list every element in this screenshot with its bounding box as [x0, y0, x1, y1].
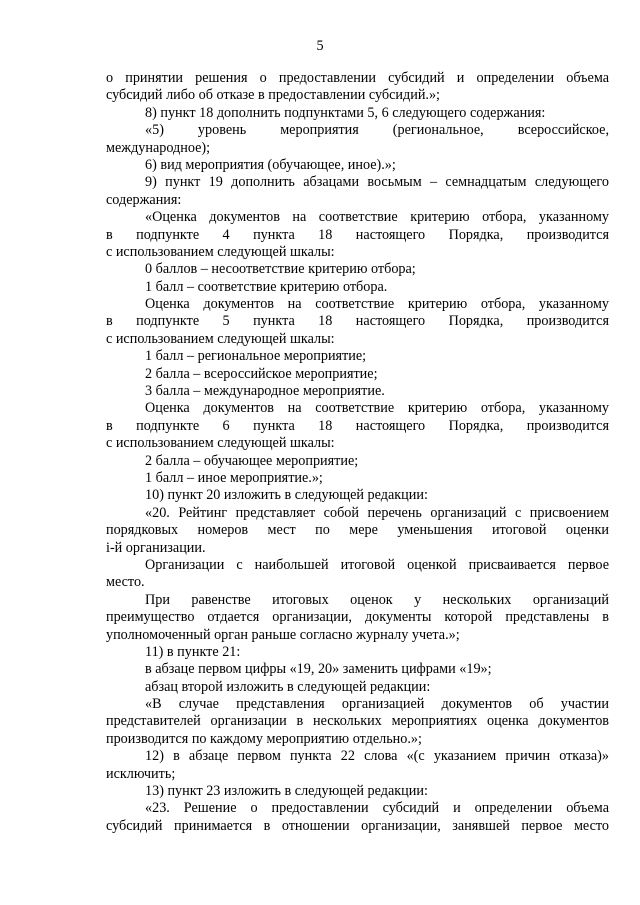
text-line: i-й организации.: [106, 539, 206, 556]
text-line: 6) вид мероприятия (обучающее, иное).»;: [145, 156, 396, 173]
text-line: 11) в пункте 21:: [145, 643, 241, 660]
text-line: 3 балла – международное мероприятие.: [145, 383, 385, 400]
text-line: 2 балла – обучающее мероприятие;: [145, 452, 359, 469]
text-line: 0 баллов – несоответствие критерию отбора;: [145, 261, 416, 278]
text-line: «Оценка документов на соответствие критерию отбора, указанному: [145, 209, 609, 226]
text-line: «23. Решение о предоставлении субсидий и определении объема: [145, 800, 609, 817]
text-line: международное);: [106, 139, 211, 156]
text-line: содержания:: [106, 191, 182, 208]
text-line: 9) пункт 19 дополнить абзацами восьмым – семнадцатым следующего: [145, 174, 609, 191]
text-line: 1 балл – региональное мероприятие;: [145, 348, 367, 365]
text-line: 8) пункт 18 дополнить подпунктами 5, 6 следующего содержания:: [145, 104, 546, 121]
text-line: 10) пункт 20 изложить в следующей редакции:: [145, 487, 428, 504]
text-line: с использованием следующей шкалы:: [106, 435, 335, 452]
text-line: место.: [106, 574, 145, 591]
text-line: субсидий принимается в отношении организации, занявшей первое место: [106, 817, 609, 834]
text-line: 13) пункт 23 изложить в следующей редакции:: [145, 783, 428, 800]
text-line: производится по каждому мероприятию отдельно.»;: [106, 730, 422, 747]
text-line: преимущество отдается организации, документы которой представлены в: [106, 609, 609, 626]
text-line: «В случае представления организацией документов об участии: [145, 696, 609, 713]
text-line: «20. Рейтинг представляет собой перечень организаций с присвоением: [145, 504, 609, 521]
document-body: [106, 70, 609, 835]
text-line: 1 балл – соответствие критерию отбора.: [145, 278, 388, 295]
text-line: 2 балла – всероссийское мероприятие;: [145, 365, 378, 382]
text-line: субсидий либо об отказе в предоставлении субсидий.»;: [106, 87, 440, 104]
text-line: порядковых номеров мест по мере уменьшения итоговой оценки: [106, 522, 609, 539]
text-line: в подпункте 6 пункта 18 настоящего Порядка, производится: [106, 417, 609, 434]
text-line: Оценка документов на соответствие критерию отбора, указанному: [145, 296, 609, 313]
page-number: 5: [316, 38, 324, 54]
text-line: Организации с наибольшей итоговой оценкой присваивается первое: [145, 556, 609, 573]
text-line: При равенстве итоговых оценок у нескольких организаций: [145, 591, 609, 608]
text-line: 1 балл – иное мероприятие.»;: [145, 469, 323, 486]
text-line: «5) уровень мероприятия (региональное, всероссийское,: [145, 122, 609, 139]
text-line: в подпункте 4 пункта 18 настоящего Порядка, производится: [106, 226, 609, 243]
text-line: в подпункте 5 пункта 18 настоящего Порядка, производится: [106, 313, 609, 330]
text-line: 12) в абзаце первом пункта 22 слова «(с указанием причин отказа)»: [145, 748, 609, 765]
text-line: Оценка документов на соответствие критерию отбора, указанному: [145, 400, 609, 417]
text-line: о принятии решения о предоставлении субсидий и определении объема: [106, 70, 609, 86]
text-line: в абзаце первом цифры «19, 20» заменить цифрами «19»;: [145, 661, 492, 678]
text-line: уполномоченный орган раньше согласно журналу учета.»;: [106, 626, 460, 643]
text-line: с использованием следующей шкалы:: [106, 330, 335, 347]
text-line: с использованием следующей шкалы:: [106, 243, 335, 260]
text-line: абзац второй изложить в следующей редакции:: [145, 678, 431, 695]
text-line: исключить;: [106, 765, 176, 782]
text-line: представителей организации в нескольких мероприятиях оценка документов: [106, 713, 609, 730]
